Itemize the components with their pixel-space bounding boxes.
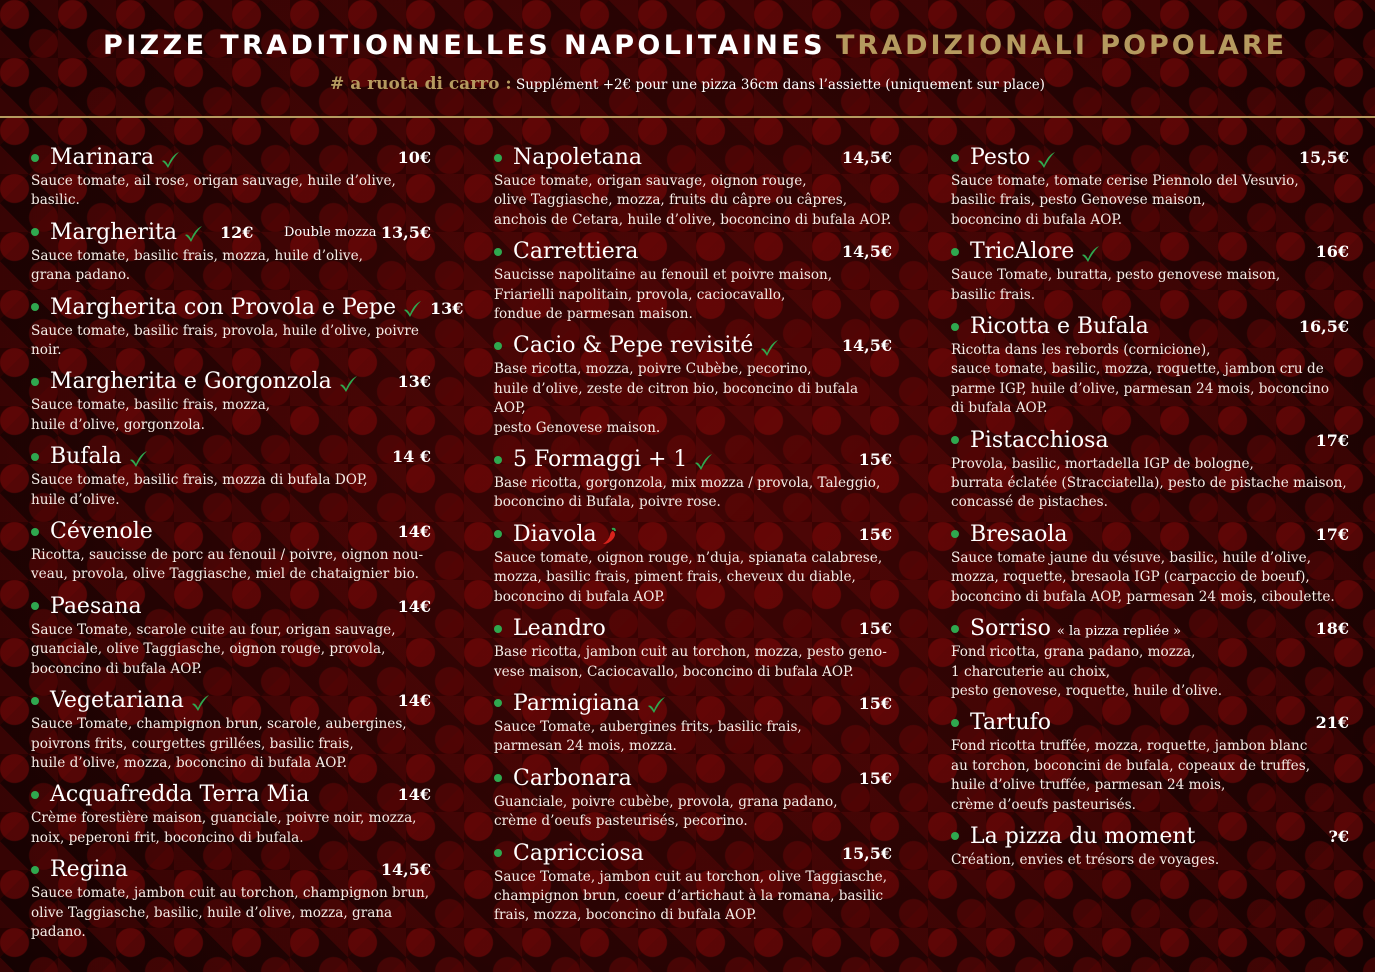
menu-item-header (31, 686, 431, 715)
menu-item (31, 780, 431, 848)
menu-item (494, 331, 892, 438)
page-title: PIZZE TRADITIONNELLES NAPOLITAINES (103, 30, 826, 61)
price: 14€ (397, 596, 431, 616)
menu-item-header (951, 708, 1349, 737)
price: 21€ (1315, 713, 1349, 733)
vegetarian-leaf-icon (183, 223, 203, 241)
pizza-subtitle: « la pizza repliée » (1056, 624, 1182, 640)
menu-item (494, 839, 892, 926)
menu-item (951, 520, 1349, 607)
pizza-name: Leandro (513, 616, 606, 642)
bullet-dot (31, 602, 39, 610)
pizza-description: Base ricotta, mozza, poivre Cubèbe, pecorino, huile d’olive, zeste de citron bio, boconcino di bufala AOP, pesto Genovese maison. (494, 361, 859, 436)
pizza-description: Ricotta dans les rebords (cornicione), sauce tomate, basilic, mozza, roquette, jambon cru de parme IGP, huile d’olive, parmesan 24 mois, boconcino di bufala AOP. (951, 342, 1330, 417)
bullet-dot (31, 697, 39, 705)
bullet-dot (31, 154, 39, 162)
menu-item-header (31, 517, 431, 546)
pizza-description: Saucisse napolitaine au fenouil et poivre maison, Friarielli napolitain, provola, caciocavallo, fondue de parmesan maison. (494, 267, 833, 323)
bullet-dot (951, 436, 959, 444)
price: 13€ (430, 298, 464, 318)
menu-item (951, 237, 1349, 305)
pizza-description: Ricotta, saucisse de porc au fenouil / poivre, oignon nou- veau, provola, olive Taggiasche, miel de chataignier bio. (31, 547, 424, 583)
menu-item-header (31, 367, 431, 396)
menu-item-header (31, 780, 431, 809)
pizza-description: Guanciale, poivre cubèbe, provola, grana padano, crème d’oeufs pasteurisés, pecorino. (494, 793, 838, 830)
menu-item (31, 592, 431, 679)
header-divider (0, 116, 1375, 118)
pizza-description: Sauce tomate, basilic frais, mozza, huile d’olive, gorgonzola. (31, 397, 271, 433)
menu-item (951, 708, 1349, 815)
bullet-dot (494, 154, 502, 162)
pizza-description: Sauce tomate, ail rose, origan sauvage, huile d’olive, basilic. (31, 173, 396, 209)
bullet-dot (31, 791, 39, 799)
vegetarian-leaf-icon (402, 298, 422, 316)
menu-item-header (951, 520, 1349, 549)
menu-item (494, 614, 892, 682)
pizza-description: Fond ricotta, grana padano, mozza, 1 charcuterie au choix, pesto genovese, roquette, huile d’olive. (951, 644, 1223, 699)
vegetarian-leaf-icon (190, 692, 210, 710)
menu-item-header (494, 331, 892, 360)
menu-item-header (494, 764, 892, 793)
pizza-name: Margherita con Provola e Pepe (50, 294, 396, 320)
menu-item-header (951, 426, 1349, 455)
menu-item (494, 689, 892, 757)
double-mozza-label: Double mozza (284, 224, 377, 240)
menu-item-header (31, 293, 464, 322)
vegetarian-leaf-icon (128, 448, 148, 466)
bullet-dot (494, 849, 502, 857)
pizza-description: Sauce tomate, jambon cuit au torchon, champignon brun, olive Taggiasche, basilic, huile d’olive, mozza, grana padano. (31, 885, 430, 940)
pizza-name: Cacio & Pepe revisité (513, 333, 754, 359)
menu-item (951, 312, 1349, 419)
price: 18€ (1315, 619, 1349, 639)
vegetarian-leaf-icon (646, 694, 666, 712)
price: 16€ (1315, 242, 1349, 262)
menu-column-1 (31, 143, 464, 949)
menu-item (494, 237, 892, 324)
price: 12€ (220, 222, 254, 242)
pizza-name: Carbonara (513, 765, 632, 791)
bullet-dot (494, 530, 502, 538)
menu-item (31, 442, 431, 510)
menu-item (951, 143, 1349, 230)
menu-item-header (31, 442, 431, 471)
pizza-description: Sauce tomate, basilic frais, mozza di bufala DOP, huile d’olive. (31, 472, 368, 508)
price: 15€ (858, 693, 892, 713)
pizza-description: Sauce tomate, origan sauvage, oignon rouge, olive Taggiasche, mozza, fruits du câpre ou câpres, anchois de Cetara, huile d’olive, boconcino di bufala AOP. (494, 173, 892, 228)
pizza-name: Diavola (513, 521, 597, 547)
vegetarian-leaf-icon (693, 451, 713, 469)
menu-item-header (494, 614, 892, 643)
bullet-dot (31, 303, 39, 311)
price: 15,5€ (1298, 148, 1349, 167)
pizza-description: Base ricotta, jambon cuit au torchon, mozza, pesto geno- vese maison, Caciocavallo, boconcino di bufala AOP. (494, 644, 887, 680)
bullet-dot (494, 342, 502, 350)
bullet-dot (31, 453, 39, 461)
pizza-name: La pizza du moment (970, 823, 1196, 849)
menu-item (31, 293, 464, 361)
menu-item (31, 517, 431, 585)
vegetarian-leaf-icon (759, 337, 779, 355)
chili-pepper-icon (602, 525, 618, 543)
price: 17€ (1315, 524, 1349, 544)
menu-item-header (951, 614, 1349, 643)
menu-item-header (31, 218, 431, 247)
price: 14€ (397, 785, 431, 805)
menu-item-header (31, 592, 431, 621)
menu-item (31, 855, 431, 942)
menu-item (494, 143, 892, 230)
menu-item-header (31, 143, 431, 172)
pizza-name: Bufala (50, 444, 122, 470)
price: 14€ (397, 522, 431, 542)
menu-item (31, 367, 431, 435)
menu-item-header (951, 312, 1349, 341)
bullet-dot (951, 323, 959, 331)
bullet-dot (951, 719, 959, 727)
pizza-name: Margherita e Gorgonzola (50, 369, 332, 395)
pizza-name: Parmigiana (513, 690, 640, 716)
menu-item-header (494, 839, 892, 868)
pizza-name: Pesto (970, 145, 1031, 170)
bullet-dot (31, 378, 39, 386)
menu-column-3 (951, 143, 1349, 877)
menu-header (0, 0, 1375, 118)
pizza-description: Sauce tomate, basilic frais, provola, huile d’olive, poivre noir. (31, 322, 419, 359)
vegetarian-leaf-icon (1036, 149, 1056, 167)
bullet-dot (951, 248, 959, 256)
pizza-name: Bresaola (970, 521, 1068, 547)
price: 15€ (858, 768, 892, 788)
vegetarian-leaf-icon (338, 373, 358, 391)
bullet-dot (951, 530, 959, 538)
bullet-dot (31, 228, 39, 236)
menu-item-header (951, 143, 1349, 172)
bullet-dot (31, 528, 39, 536)
menu-item (494, 520, 892, 607)
price: 13€ (397, 372, 431, 392)
price: 14,5€ (380, 860, 431, 880)
price: 14,5€ (841, 336, 892, 356)
pizza-description: Crème forestière maison, guanciale, poivre noir, mozza, noix, peperoni frit, boconcino di bufala. (31, 810, 417, 846)
pizza-name: Napoletana (513, 145, 642, 170)
price: 14,5€ (841, 242, 892, 262)
price: 15€ (858, 450, 892, 470)
pizza-description: Création, envies et trésors de voyages. (951, 851, 1220, 868)
pizza-description: Sauce tomate, tomate cerise Piennolo del Vesuvio, basilic frais, pesto Genovese maison, boconcino di bufala AOP. (951, 173, 1299, 228)
pizza-description: Sauce Tomate, aubergines frits, basilic frais, parmesan 24 mois, mozza. (494, 718, 802, 755)
pizza-description: Sauce Tomate, scarole cuite au four, origan sauvage, guanciale, olive Taggiasche, oignon rouge, provola, boconcino di bufala AOP. (31, 621, 396, 677)
menu-item (31, 218, 431, 286)
bullet-dot (494, 456, 502, 464)
price: ?€ (1328, 826, 1349, 846)
price: 15€ (858, 524, 892, 544)
pizza-name: Pistacchiosa (970, 427, 1109, 453)
bullet-dot (494, 248, 502, 256)
pizza-description: Sauce Tomate, jambon cuit au torchon, olive Taggiasche, champignon brun, coeur d’artichaut à la romana, basilic frais, mozza, boconcino di bufala AOP. (494, 868, 888, 924)
pizza-description: Sauce Tomate, buratta, pesto genovese maison, basilic frais. (951, 267, 1281, 303)
page-title-italian: TRADIZIONALI POPOLARE (836, 30, 1288, 61)
price: 16,5€ (1298, 317, 1349, 337)
pizza-name: Sorriso (970, 616, 1051, 642)
menu-item-header (951, 822, 1349, 851)
pizza-name: Vegetariana (50, 688, 184, 714)
pizza-description: Sauce tomate, oignon rouge, n’duja, spianata calabrese, mozza, basilic frais, piment frais, cheveux du diable, boconcino di bufala AOP. (494, 549, 883, 605)
pizza-name: TricAlore (970, 239, 1075, 265)
pizza-name: 5 Formaggi + 1 (513, 447, 688, 473)
menu-item-header (494, 689, 892, 718)
pizza-description: Sauce Tomate, champignon brun, scarole, aubergines, poivrons frits, courgettes grillées, basilic frais, huile d’olive, mozza, boconcino di bufala AOP. (31, 716, 407, 771)
bullet-dot (494, 625, 502, 633)
price: 17€ (1315, 430, 1349, 450)
price-double-mozza: 13,5€ (380, 222, 431, 242)
menu-item (494, 764, 892, 832)
pizza-description: Base ricotta, gorgonzola, mix mozza / provola, Taleggio, boconcino di Bufala, poivre rose. (494, 475, 881, 511)
price: 14 € (392, 447, 431, 467)
menu-item (31, 686, 431, 773)
supplement-note (0, 74, 1375, 94)
price: 14,5€ (841, 148, 892, 167)
pizza-name: Capricciosa (513, 840, 644, 866)
vegetarian-leaf-icon (160, 149, 180, 167)
pizza-description: Fond ricotta truffée, mozza, roquette, jambon blanc au torchon, boconcini de bufala, copeaux de truffes, huile d’olive truffée, parmesan 24 mois, crème d’oeufs pasteurisés. (951, 738, 1311, 813)
price: 15,5€ (841, 843, 892, 863)
pizza-name: Acquafredda Terra Mia (50, 782, 310, 808)
bullet-dot (951, 154, 959, 162)
price: 14€ (397, 691, 431, 711)
menu-item-header (494, 143, 892, 172)
pizza-name: Carrettiera (513, 239, 639, 265)
pizza-name: Cévenole (50, 519, 153, 545)
vegetarian-leaf-icon (1080, 243, 1100, 261)
menu-item (31, 143, 431, 211)
bullet-dot (31, 866, 39, 874)
supplement-tag: # a ruota di carro : (330, 74, 512, 94)
menu-item (494, 445, 892, 513)
menu-item-header (494, 520, 892, 549)
menu-item-header (494, 445, 892, 474)
pizza-name: Marinara (50, 145, 155, 170)
menu-item (951, 426, 1349, 513)
price: 10€ (397, 148, 431, 167)
bullet-dot (494, 774, 502, 782)
bullet-dot (951, 832, 959, 840)
pizza-name: Regina (50, 857, 128, 883)
pizza-description: Sauce tomate jaune du vésuve, basilic, huile d’olive, mozza, roquette, bresaola IGP (carpaccio de boeuf), boconcino di bufala AOP, parmesan 24 mois, ciboulette. (951, 549, 1335, 605)
price: 15€ (858, 619, 892, 639)
menu-item-header (951, 237, 1349, 266)
menu-item (951, 822, 1349, 870)
supplement-text: Supplément +2€ pour une pizza 36cm dans l’assiette (uniquement sur place) (515, 77, 1045, 93)
pizza-name: Margherita (50, 219, 177, 245)
menu-item-header (494, 237, 892, 266)
pizza-name: Paesana (50, 593, 142, 619)
menu-item-header (31, 855, 431, 884)
menu-item (951, 614, 1349, 701)
menu-column-2 (494, 143, 892, 933)
pizza-name: Ricotta e Bufala (970, 314, 1149, 340)
bullet-dot (494, 699, 502, 707)
pizza-name: Tartufo (970, 710, 1051, 736)
pizza-description: Provola, basilic, mortadella IGP de bologne, burrata éclatée (Stracciatella), pesto de pistache maison, concassé de pistaches. (951, 455, 1347, 511)
bullet-dot (951, 625, 959, 633)
pizza-description: Sauce tomate, basilic frais, mozza, huile d’olive, grana padano. (31, 247, 363, 284)
